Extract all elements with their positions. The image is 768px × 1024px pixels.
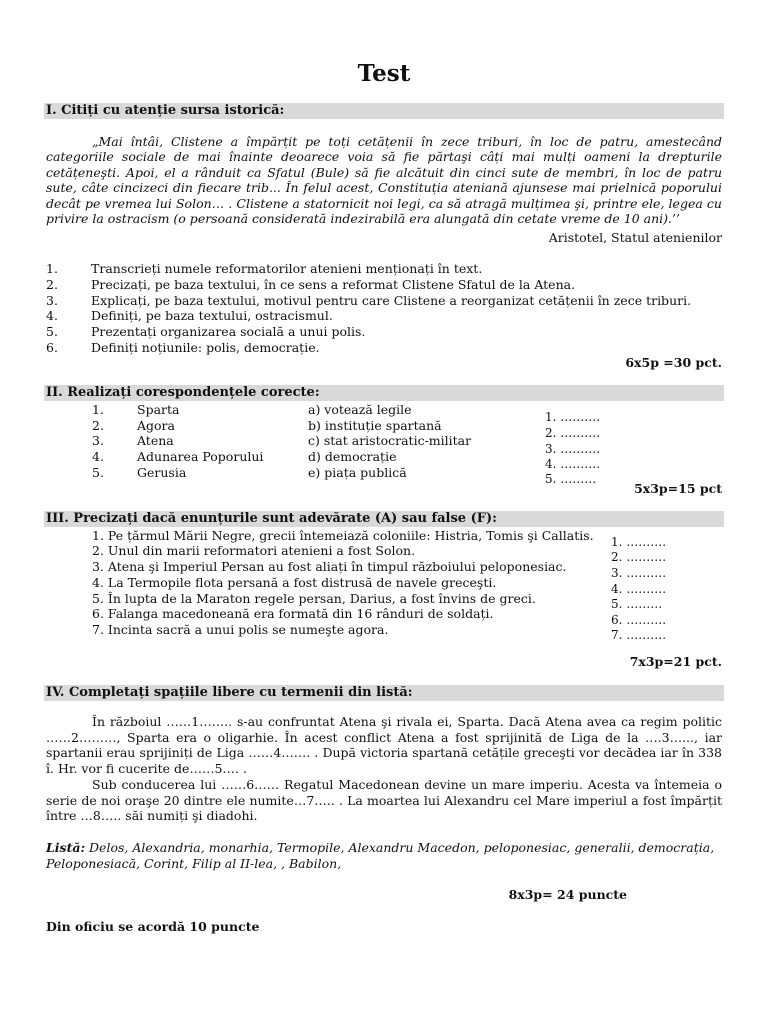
question-item: 2. Precizați, pe baza textului, în ce sens a reformat Clistene Sfatul de la Atena. bbox=[46, 276, 576, 292]
term-list-text: Delos, Alexandria, monarhia, Termopile, Alexandru Macedon, peloponesiac, generalii, democrația, Peloponesiacă, Corint, Filip al II-lea, , Babilon, bbox=[46, 840, 715, 871]
answer-blank[interactable]: 2. ………. bbox=[611, 550, 667, 564]
section-1-score: 6x5p =30 pct. bbox=[625, 355, 722, 370]
answer-blank[interactable]: 6. ………. bbox=[611, 613, 667, 627]
answer-blank[interactable]: 7. ………. bbox=[611, 628, 667, 642]
section-2-score: 5x3p=15 pct bbox=[634, 481, 722, 496]
section-4-score: 8x3p= 24 puncte bbox=[508, 887, 627, 902]
statement-item: 6. Falanga macedoneană era formată din 16 rânduri de soldați. bbox=[92, 606, 494, 621]
question-item: 1. Transcrieți numele reformatorilor atenieni menționați în text. bbox=[46, 261, 483, 276]
term-list-label: Listă: bbox=[46, 840, 86, 855]
statement-item: 3. Atena şi Imperiul Persan au fost aliați în timpul războiului peloponesiac. bbox=[92, 559, 567, 574]
source-quote: „Mai întâi, Clistene a împărțit pe toți cetățenii în zece triburi, în loc de patru, amestecând categoriile sociale de mai înainte deoarece voia să fie părtaşi câți mai mulți oameni la drepturile cetățeneşti. Apoi, el a rânduit ca Sfatul (Bule) să fie alcătuit din cinci sute de membri, în loc de patru sute, câte cincizeci din fiecare trib... În felul acest, Constituția ateniană ajunsese mai prielnică poporului decât pe vremea lui Solon… . Clistene a statornicit noi legi, ca să atragă mulțimea şi, printre ele, legea cu privire la ostracism (o persoană considerată indezirabilă era alungată din cetate vreme de 10 ani).’’ bbox=[46, 134, 722, 227]
section-2-heading: II. Realizați corespondențele corecte: bbox=[44, 385, 724, 401]
answer-blank[interactable]: 5. ……… bbox=[545, 472, 597, 486]
answer-blank[interactable]: 4. ………. bbox=[611, 582, 667, 596]
match-left-num: 2. bbox=[92, 418, 104, 433]
answer-blank[interactable]: 4. ………. bbox=[545, 457, 601, 471]
section-3-score: 7x3p=21 pct. bbox=[629, 654, 722, 669]
page-title: Test bbox=[357, 60, 411, 87]
match-left-num: 4. bbox=[92, 449, 104, 464]
match-left-term: Gerusia bbox=[137, 465, 187, 480]
answer-blank[interactable]: 1. ………. bbox=[611, 535, 667, 549]
answer-blank[interactable]: 2. ………. bbox=[545, 426, 601, 440]
section-4-heading: IV. Completați spațiile libere cu termenii din listă: bbox=[44, 685, 724, 701]
match-right-item: d) democrație bbox=[308, 449, 397, 464]
fill-in-paragraph-2: Sub conducerea lui ……6…… Regatul Macedonean devine un mare imperiu. Acesta va întemeia o serie de noi oraşe 20 dintre ele numite…7….. . La moartea lui Alexandru cel Mare imperiul a fost împărțit între …8….. săi numiți şi diadohi. bbox=[46, 777, 722, 824]
question-item: 5. Prezentați organizarea socială a unui polis. bbox=[46, 324, 366, 340]
match-left-term: Atena bbox=[137, 433, 174, 448]
match-right-item: a) votează legile bbox=[308, 402, 412, 417]
answer-blank[interactable]: 3. ………. bbox=[611, 566, 667, 580]
statement-item: 5. În lupta de la Maraton regele persan, Darius, a fost învins de greci. bbox=[92, 591, 536, 606]
statement-item: 7. Incinta sacră a unui polis se numeşte agora. bbox=[92, 622, 389, 637]
match-left-term: Agora bbox=[137, 418, 175, 433]
match-left-num: 1. bbox=[92, 402, 104, 417]
term-list bbox=[46, 840, 722, 871]
match-right-item: c) stat aristocratic-militar bbox=[308, 433, 472, 448]
section-1-heading: I. Citiți cu atenție sursa istorică: bbox=[44, 103, 724, 119]
match-left-term: Sparta bbox=[137, 402, 180, 417]
question-item: 4. Definiți, pe baza textului, ostracismul. bbox=[46, 308, 333, 324]
match-left-term: Adunarea Poporului bbox=[137, 449, 264, 464]
match-right-item: e) piața publică bbox=[308, 465, 407, 480]
question-item: 3. Explicați, pe baza textului, motivul pentru care Clistene a reorganizat cetățenii în zece triburi. bbox=[46, 292, 692, 308]
statement-item: 4. La Termopile flota persană a fost distrusă de navele greceşti. bbox=[92, 575, 497, 590]
match-left-num: 5. bbox=[92, 465, 104, 480]
footer-note: Din oficiu se acordă 10 puncte bbox=[46, 919, 260, 934]
statement-item: 1. Pe țărmul Mării Negre, grecii întemeiază coloniile: Histria, Tomis şi Callatis. bbox=[92, 528, 594, 543]
question-item: 6. Definiți noțiunile: polis, democrație. bbox=[46, 339, 320, 355]
section-1-questions bbox=[46, 261, 726, 356]
answer-blank[interactable]: 1. ………. bbox=[545, 410, 601, 424]
answer-blank[interactable]: 5. ……… bbox=[611, 597, 663, 611]
answer-blank[interactable]: 3. ………. bbox=[545, 442, 601, 456]
quote-source: Aristotel, Statul atenienilor bbox=[548, 230, 722, 245]
statement-item: 2. Unul din marii reformatori atenieni a fost Solon. bbox=[92, 543, 416, 558]
section-3-heading: III. Precizați dacă enunțurile sunt adevărate (A) sau false (F): bbox=[44, 511, 724, 527]
match-left-num: 3. bbox=[92, 433, 104, 448]
match-right-item: b) instituție spartană bbox=[308, 418, 442, 433]
fill-in-paragraph-1: În războiul ……1…….. s-au confruntat Atena şi rivala ei, Sparta. Dacă Atena avea ca regim politic ……2………, Sparta era o oligarhie. În acest conflict Atena a fost sprijinită de Liga de la ….3…..., iar spartanii erau sprijiniți de Liga ……4……. . După victoria spartană cetățile greceşti vor decădea iar în 338 î. Hr. vor fi cucerite de……5…. . bbox=[46, 714, 722, 776]
